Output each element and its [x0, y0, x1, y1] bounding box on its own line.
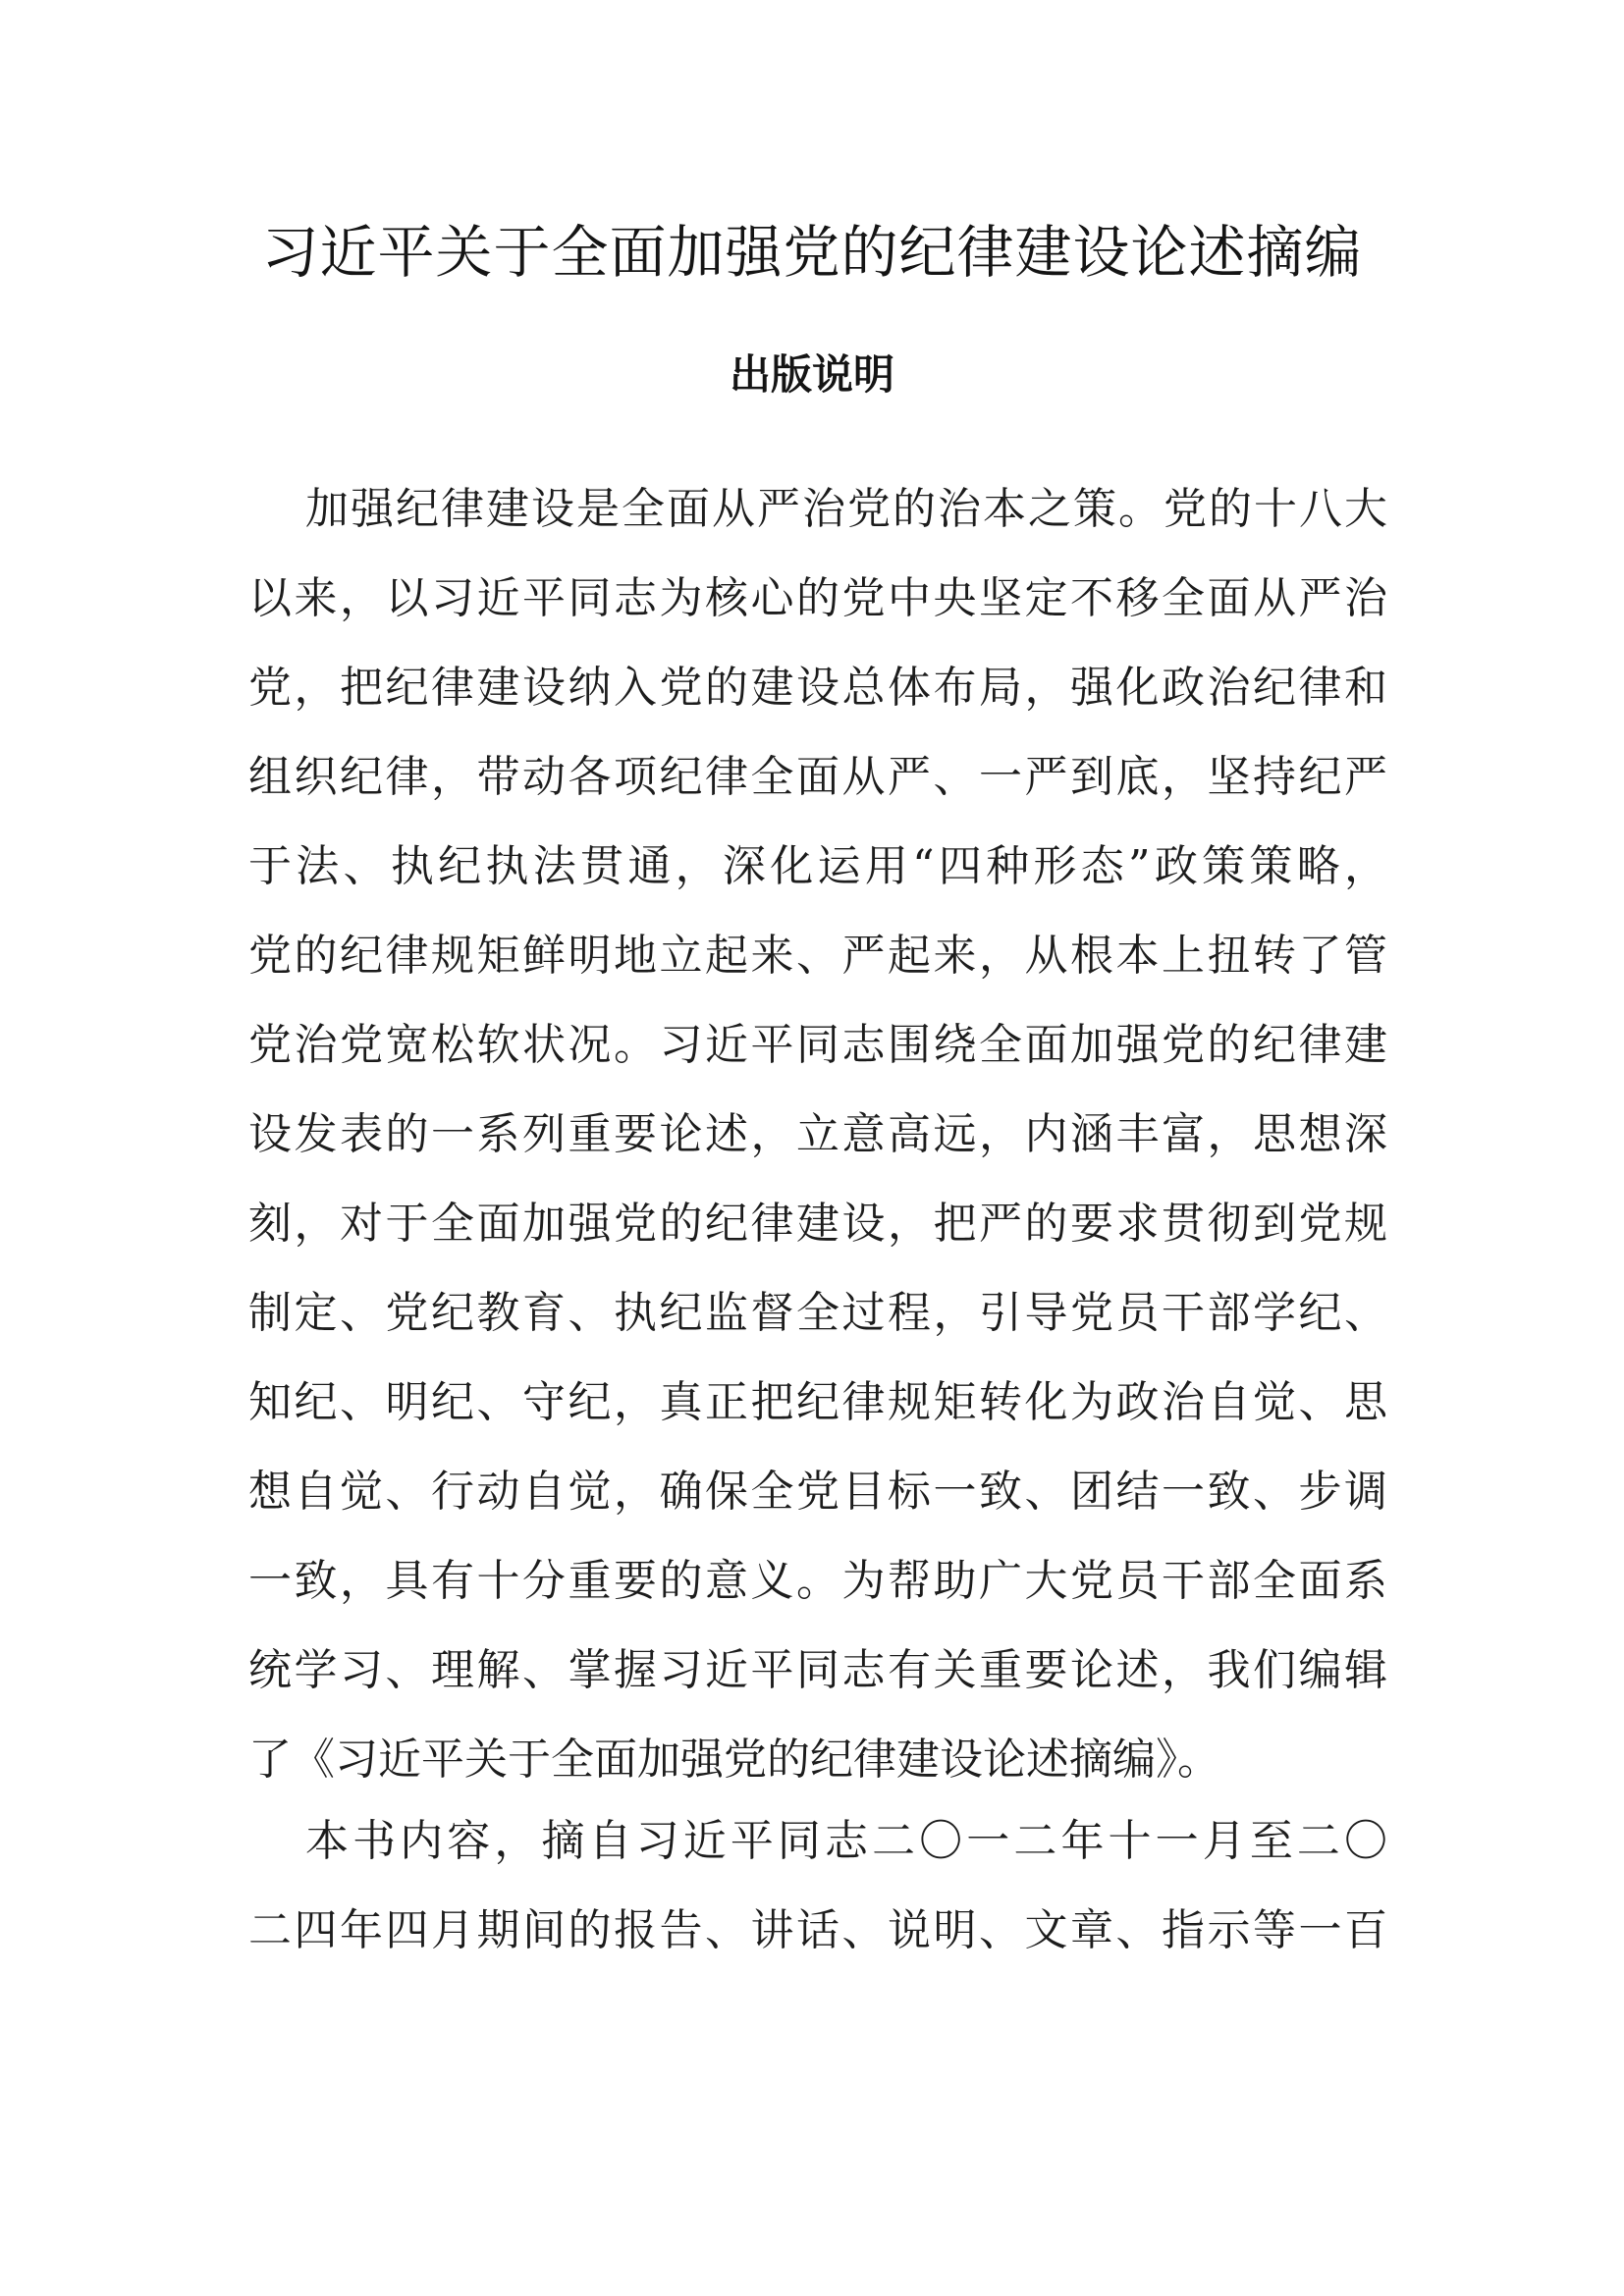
paragraph-1 — [248, 464, 1387, 1804]
paragraph-line-last: 了《习近平关于全面加强党的纪律建设论述摘编》。 — [248, 1735, 1220, 1785]
paragraph-line: 统学习、理解、掌握习近平同志有关重要论述，我们编辑 — [248, 1645, 1387, 1695]
document-title: 习近平关于全面加强党的纪律建设论述摘编 — [261, 219, 1363, 286]
paragraph-line: 以来，以习近平同志为核心的党中央坚定不移全面从严治 — [248, 573, 1387, 623]
paragraph-line: 本书内容，摘自习近平同志二〇一二年十一月至二〇 — [305, 1816, 1387, 1866]
paragraph-line: 党治党宽松软状况。习近平同志围绕全面加强党的纪律建 — [248, 1020, 1387, 1070]
paragraph-line: 加强纪律建设是全面从严治党的治本之策。党的十八大 — [305, 484, 1387, 534]
paragraph-line: 二四年四月期间的报告、讲话、说明、文章、指示等一百 — [248, 1905, 1387, 1955]
paragraph-line: 设发表的一系列重要论述，立意高远，内涵丰富，思想深 — [248, 1109, 1387, 1159]
paragraph-line: 知纪、明纪、守纪，真正把纪律规矩转化为政治自觉、思 — [248, 1377, 1387, 1427]
paragraph-line: 于法、执纪执法贯通，深化运用“四种形态”政策策略， — [248, 841, 1387, 891]
paragraph-line: 制定、党纪教育、执纪监督全过程，引导党员干部学纪、 — [248, 1288, 1387, 1338]
paragraph-line: 刻，对于全面加强党的纪律建设，把严的要求贯彻到党规 — [248, 1199, 1387, 1249]
paragraph-line: 组织纪律，带动各项纪律全面从严、一严到底，坚持纪严 — [248, 752, 1387, 802]
paragraph-line: 一致，具有十分重要的意义。为帮助广大党员干部全面系 — [248, 1556, 1387, 1606]
paragraph-line: 党，把纪律建设纳入党的建设总体布局，强化政治纪律和 — [248, 663, 1387, 713]
paragraph-line: 想自觉、行动自觉，确保全党目标一致、团结一致、步调 — [248, 1467, 1387, 1517]
paragraph-2 — [248, 1796, 1387, 1975]
section-heading: 出版说明 — [729, 350, 894, 399]
paragraph-line: 党的纪律规矩鲜明地立起来、严起来，从根本上扭转了管 — [248, 931, 1387, 981]
